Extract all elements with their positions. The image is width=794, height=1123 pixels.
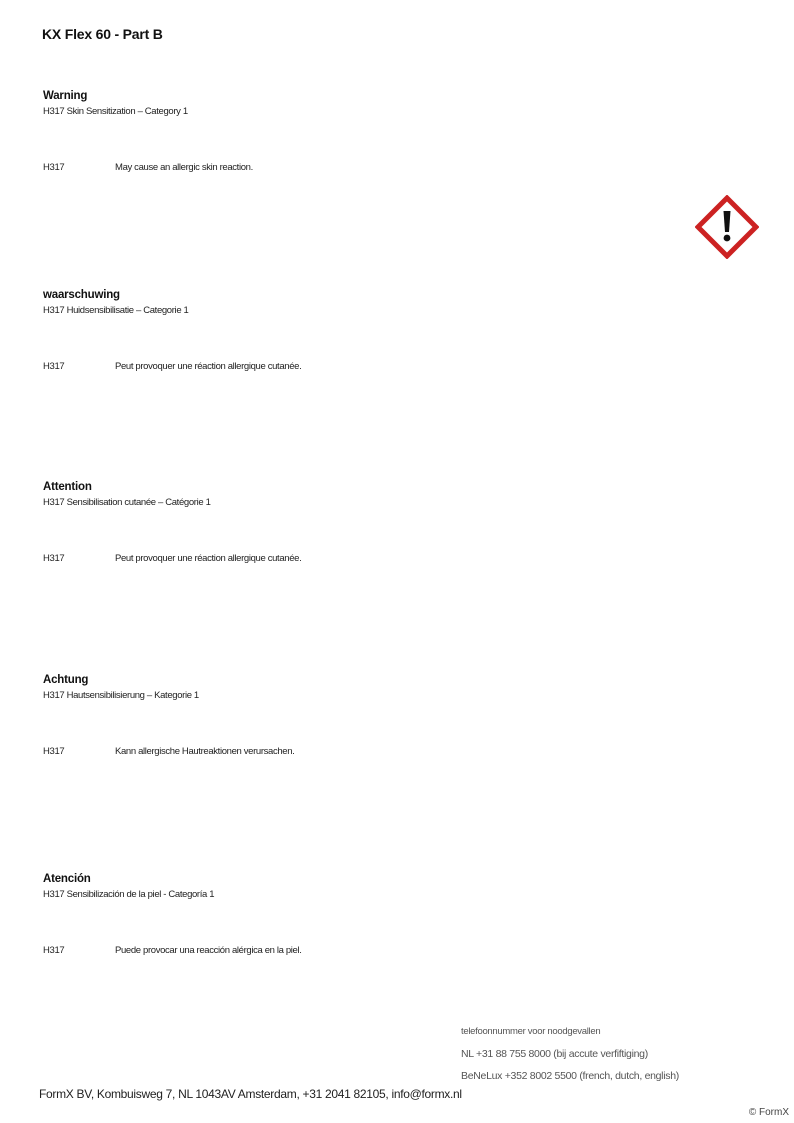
statement-code: H317 xyxy=(43,361,65,372)
hazard-classification: H317 Huidsensibilisatie – Categorie 1 xyxy=(43,305,189,316)
document-title: KX Flex 60 - Part B xyxy=(42,26,163,42)
statement-text: Kann allergische Hautreaktionen verursachen. xyxy=(115,746,295,757)
statement-code: H317 xyxy=(43,553,65,564)
company-address: FormX BV, Kombuisweg 7, NL 1043AV Amsterdam, +31 2041 82105, info@formx.nl xyxy=(39,1087,462,1101)
copyright-notice: © FormX xyxy=(748,1107,789,1118)
emergency-phone-nl: NL +31 88 755 8000 (bij accute verfiftiging) xyxy=(461,1048,648,1060)
statement-text: Peut provoquer une réaction allergique cutanée. xyxy=(115,361,302,372)
hazard-classification: H317 Skin Sensitization – Category 1 xyxy=(43,106,188,117)
hazard-classification: H317 Sensibilisation cutanée – Catégorie 1 xyxy=(43,497,211,508)
emergency-phone-benelux: BeNeLux +352 8002 5500 (french, dutch, english) xyxy=(461,1070,679,1082)
statement-code: H317 xyxy=(43,746,65,757)
signal-word: Achtung xyxy=(43,674,89,686)
statement-code: H317 xyxy=(43,162,65,173)
hazard-section-fr xyxy=(43,480,683,564)
emergency-label: telefoonnummer voor noodgevallen xyxy=(461,1026,601,1037)
statement-code: H317 xyxy=(43,945,65,956)
signal-word: waarschuwing xyxy=(43,289,120,301)
hazard-section-es xyxy=(43,872,683,956)
statement-text: Puede provocar una reacción alérgica en la piel. xyxy=(115,945,302,956)
statement-text: May cause an allergic skin reaction. xyxy=(115,162,253,173)
hazard-section-en xyxy=(43,89,683,173)
signal-word: Attention xyxy=(43,481,92,493)
signal-word: Warning xyxy=(43,90,88,102)
statement-text: Peut provoquer une réaction allergique cutanée. xyxy=(115,553,302,564)
ghs07-exclamation-mark-icon xyxy=(695,195,759,259)
hazard-classification: H317 Sensibilización de la piel - Categoría 1 xyxy=(43,889,215,900)
signal-word: Atención xyxy=(43,873,91,885)
hazard-classification: H317 Hautsensibilisierung – Kategorie 1 xyxy=(43,690,199,701)
hazard-section-nl xyxy=(43,288,683,372)
hazard-section-de xyxy=(43,673,683,757)
